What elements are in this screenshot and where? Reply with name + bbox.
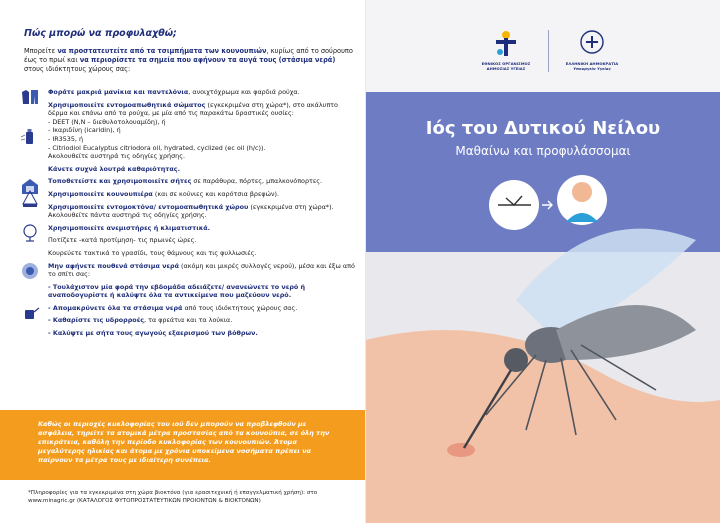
eody-mark-icon bbox=[478, 28, 534, 58]
item-bold: Φοράτε μακριά μανίκια και παντελόνια bbox=[48, 88, 189, 96]
eody-logo bbox=[478, 28, 534, 71]
item-bold: Χρησιμοποιείτε εντομοκτόνα/ εντομοαπωθητικά χώρου bbox=[48, 202, 249, 211]
list-item bbox=[18, 283, 356, 300]
item-text: από τους ιδιόκτητους χώρους σας. bbox=[182, 303, 298, 312]
item-bold: - Καθαρίστε τις υδρορροές bbox=[48, 316, 145, 325]
warning-box bbox=[0, 410, 365, 480]
item-text: Κουρεύετε τακτικά το γρασίδι, τους θάμνους και τις φυλλωσιές. bbox=[48, 248, 257, 257]
right-panel bbox=[366, 0, 720, 523]
list-item bbox=[18, 88, 356, 97]
stagnant-water-icon bbox=[20, 262, 40, 280]
list-item bbox=[18, 190, 356, 199]
item-text: - Citriodiol Eucalyptus citriodora oil, hydrated, cyclized (ec oil (h/c)). bbox=[48, 143, 266, 152]
item-text: - Ικαριδίνη (icaridin), ή bbox=[48, 126, 121, 135]
intro-p3: στους ιδιόκτητους χώρους σας: bbox=[24, 65, 131, 73]
list-item bbox=[18, 316, 356, 325]
list-item bbox=[18, 203, 356, 220]
list-item bbox=[18, 118, 356, 127]
item-bold: - Τουλάχιστον μία φορά την εβδομάδα αδειάζετε/ ανανεώνετε το νερό ή αναποδογυρίστε ή καλύψτε όλα τα αντικείμενα που μαζεύουν νερό. bbox=[48, 282, 306, 300]
item-bold: Μην αφήνετε πουθενά στάσιμα νερά bbox=[48, 261, 179, 270]
list-item bbox=[18, 262, 356, 279]
left-header bbox=[18, 6, 356, 74]
item-text: σε παράθυρα, πόρτες, μπαλκονόπορτες. bbox=[191, 177, 323, 186]
greek-emblem-icon bbox=[562, 28, 622, 58]
logo-strip bbox=[366, 0, 720, 92]
intro-paragraph bbox=[24, 47, 356, 74]
footnote: *Πληροφορίες για τα εγκεκριμένα στη χώρα βιοκτόνα (για ερασιτεχνική ή επαγγελματική χρήση): στο www.minagric.gr (ΚΑΤΑΛΟΓΟΣ ΦΥΤΟΠΡΟΣΤΑΤΕΥΤΙΚΩΝ ΠΡΟΙΟΝΤΩΝ & ΒΙΟΚΤΟΝΩΝ) bbox=[28, 490, 318, 504]
ministry-logo bbox=[562, 28, 622, 71]
mosquito-illustration bbox=[366, 160, 720, 523]
ministry-label-2: Υπουργείο Υγείας bbox=[573, 65, 611, 71]
item-text: (εγκεκριμένα στη χώρα*), στο ακάλυπτο δέρμα και επάνω από τα ρούχα, με μία από τις παρακάτω δραστικές ουσίες: bbox=[48, 100, 338, 118]
arrow-icon bbox=[542, 201, 552, 209]
item-text: (και σε κούνιες και καρότσια βρεφών). bbox=[152, 189, 280, 198]
list-item bbox=[18, 236, 356, 245]
item-text: , τα φρεάτια και τα λούκια. bbox=[144, 316, 233, 325]
item-bold: - Απομακρύνετε όλα τα στάσιμα νερά bbox=[48, 303, 183, 312]
item-bold: Τοποθετείστε και χρησιμοποιείτε σήτες bbox=[48, 177, 192, 186]
list-item bbox=[18, 101, 356, 118]
list-item bbox=[18, 329, 356, 338]
list-item bbox=[18, 304, 356, 313]
item-text: , ανοιχτόχρωμα και φαρδιά ρούχα. bbox=[188, 88, 300, 96]
item-text: Ποτίζετε -κατά προτίμηση- τις πρωινές ώρες. bbox=[48, 236, 197, 245]
logo-divider bbox=[548, 30, 549, 72]
intro-p2: , κυρίως από το σούρουπο έως το πρωί και bbox=[24, 47, 353, 64]
list-item bbox=[18, 249, 356, 258]
list-item bbox=[18, 126, 356, 135]
list-item bbox=[18, 224, 356, 233]
item-text: (εγκεκριμένα στη χώρα*). Ακολουθείτε πάντα αυστηρά τις οδηγίες χρήσης. bbox=[48, 202, 334, 220]
item-bold: Χρησιμοποιείτε κουνουπιέρα bbox=[48, 189, 153, 198]
item-bold: Κάνετε συχνά λουτρά καθαριότητας. bbox=[48, 164, 180, 173]
item-text: - IR3535, ή bbox=[48, 134, 84, 143]
eody-label: ΕΘΝΙΚΟΣ ΟΡΓΑΝΙΣΜΟΣ ΔΗΜΟΣΙΑΣ ΥΓΕΙΑΣ bbox=[481, 61, 531, 71]
item-bold: - Καλύψτε με σήτα τους αγωγούς εξαερισμού των βόθρων. bbox=[48, 329, 258, 338]
warning-text: Καθώς οι περιοχές κυκλοφορίας του ιού δεν μπορούν να προβλεφθούν με ασφάλεια, τηρείτε τα ατομικά μέτρα προστασίας από τα κουνούπια, σε όλη την επικράτεια, καθόλη την περίοδο κυκλοφορίας των κουνουπιών. Άτομα μεγαλύτερης ηλικίας και άτομα με χρόνια υποκείμενα νοσήματα πρέπει να παίρνουν τα μέτρα τους με ιδιαίτερη συνέπεια. bbox=[38, 420, 330, 464]
item-text: - DEET (N,N – διεθυλοτολουαμίδη), ή bbox=[48, 117, 166, 126]
person-face-icon bbox=[572, 182, 592, 202]
measures-list bbox=[18, 88, 356, 342]
section-heading: Πώς μπορώ να προφυλαχθώ; bbox=[24, 28, 177, 39]
intro-p1: Μπορείτε bbox=[24, 47, 58, 55]
list-item bbox=[18, 144, 356, 153]
list-item bbox=[18, 152, 356, 161]
ministry-label-1: ΕΛΛΗΝΙΚΗ ΔΗΜΟΚΡΑΤΙΑ bbox=[565, 61, 619, 66]
page-subtitle: Μαθαίνω και προφυλάσσομαι bbox=[455, 144, 631, 158]
intro-b1: να προστατευτείτε από τα τσιμπήματα των κουνουπιών bbox=[57, 47, 267, 55]
page-title: Ιός του Δυτικού Νείλου bbox=[425, 118, 661, 139]
bite-mark bbox=[447, 443, 475, 457]
list-item bbox=[18, 177, 356, 186]
intro-b2: να περιορίσετε τα σημεία που αφήνουν τα αυγά τους (στάσιμα νερά) bbox=[79, 56, 336, 64]
item-text: Ακολουθείτε αυστηρά τις οδηγίες χρήσης. bbox=[48, 152, 185, 161]
item-bold: Χρησιμοποιείτε εντομοαπωθητικά σώματος bbox=[48, 100, 206, 109]
list-item bbox=[18, 135, 356, 144]
item-bold: Χρησιμοποιείτε ανεμιστήρες ή κλιματιστικά. bbox=[48, 223, 211, 232]
list-item bbox=[18, 165, 356, 174]
item-text: (ακόμη και μικρές συλλογές νερού), μέσα και έξω από το σπίτι σας: bbox=[48, 261, 355, 279]
